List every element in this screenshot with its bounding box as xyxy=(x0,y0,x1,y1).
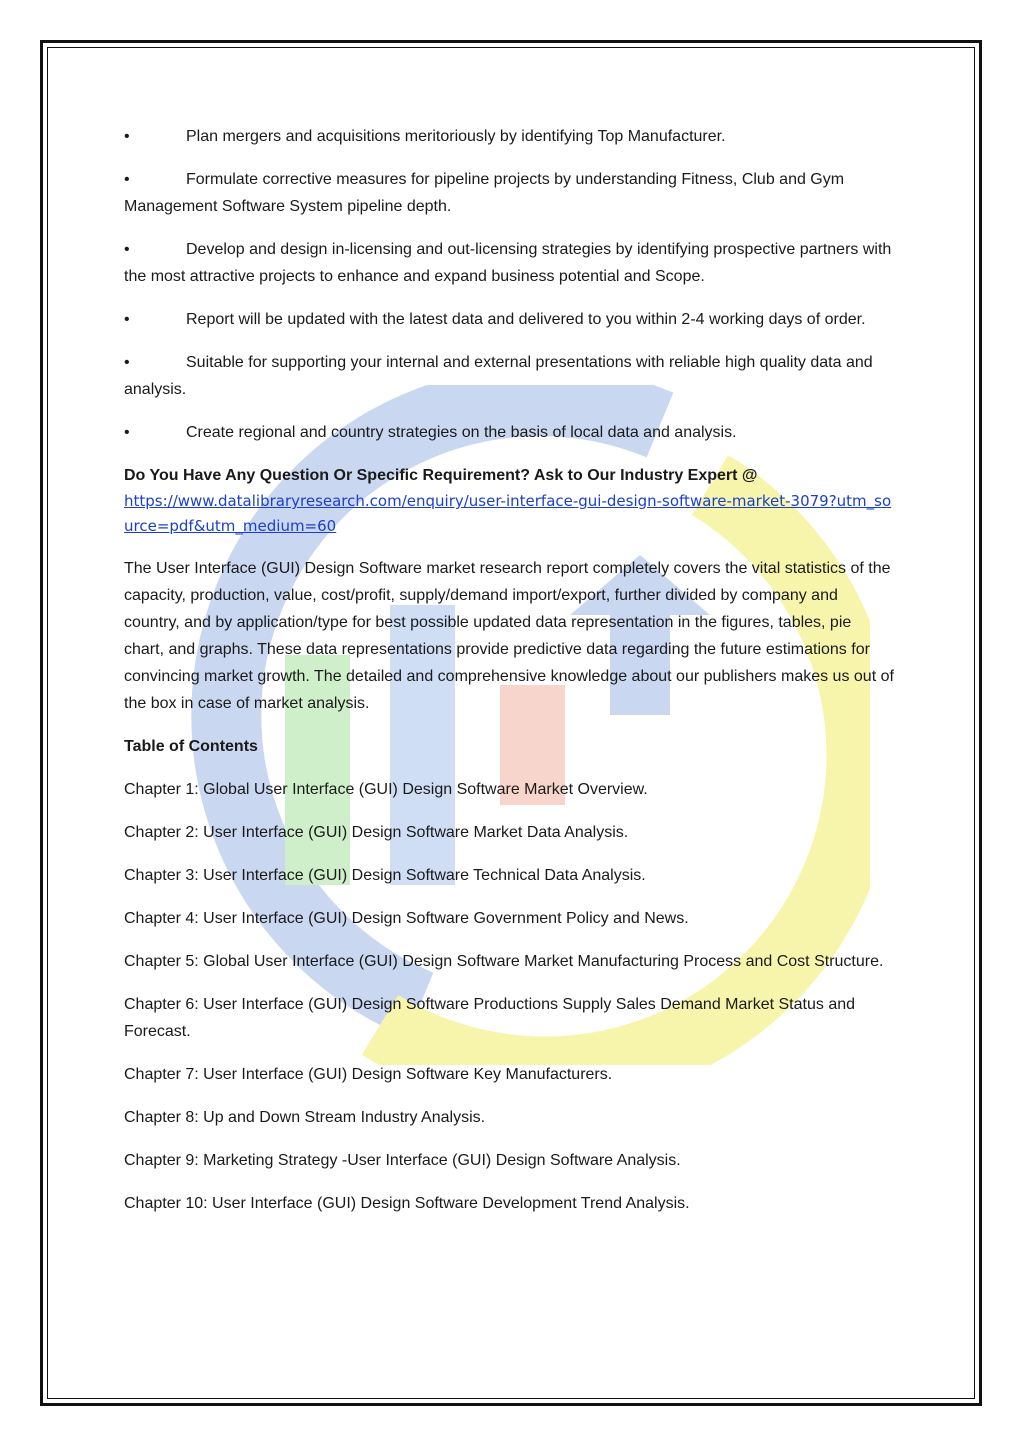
toc-chapter: Chapter 6: User Interface (GUI) Design Software Productions Supply Sales Demand Market Status and Forecast. xyxy=(124,996,856,1040)
toc-chapter: Chapter 7: User Interface (GUI) Design Software Key Manufacturers. xyxy=(124,1066,613,1083)
bullet-symbol: • xyxy=(124,171,130,188)
bullet-item xyxy=(124,419,894,446)
bullet-symbol: • xyxy=(124,354,130,371)
bullet-item xyxy=(124,236,894,290)
bullet-item xyxy=(124,306,894,333)
bullet-text: Suitable for supporting your internal and external presentations with reliable high quality data and analysis. xyxy=(124,354,873,398)
bullet-item xyxy=(124,123,894,150)
document-content xyxy=(124,123,894,1233)
toc-title: Table of Contents xyxy=(124,738,258,755)
bullet-item xyxy=(124,166,894,220)
bullet-text: Formulate corrective measures for pipeline projects by understanding Fitness, Club and Gym Management Software System pipeline depth. xyxy=(124,171,845,215)
toc-chapter: Chapter 5: Global User Interface (GUI) Design Software Market Manufacturing Process and Cost Structure. xyxy=(124,953,884,970)
bullet-symbol: • xyxy=(124,424,130,441)
ask-expert-heading: Do You Have Any Question Or Specific Requirement? Ask to Our Industry Expert @ xyxy=(124,467,758,484)
bullet-symbol: • xyxy=(124,128,130,145)
toc-chapter: Chapter 9: Marketing Strategy -User Interface (GUI) Design Software Analysis. xyxy=(124,1152,681,1169)
bullet-text: Plan mergers and acquisitions meritoriously by identifying Top Manufacturer. xyxy=(186,128,726,145)
toc-chapter: Chapter 8: Up and Down Stream Industry Analysis. xyxy=(124,1109,486,1126)
bullet-text: Create regional and country strategies on the basis of local data and analysis. xyxy=(186,424,737,441)
toc-chapter: Chapter 3: User Interface (GUI) Design Software Technical Data Analysis. xyxy=(124,867,646,884)
toc-chapter: Chapter 1: Global User Interface (GUI) Design Software Market Overview. xyxy=(124,781,648,798)
enquiry-link[interactable]: https://www.datalibraryresearch.com/enquiry/user-interface-gui-design-software-market-3079?utm_source=pdf&utm_medium=60 xyxy=(124,492,892,535)
bullet-text: Develop and design in-licensing and out-licensing strategies by identifying prospective partners with the most attractive projects to enhance and expand business potential and Scope. xyxy=(124,241,892,285)
bullet-symbol: • xyxy=(124,311,130,328)
toc-chapter: Chapter 10: User Interface (GUI) Design Software Development Trend Analysis. xyxy=(124,1195,690,1212)
bullet-symbol: • xyxy=(124,241,130,258)
toc-chapter: Chapter 4: User Interface (GUI) Design Software Government Policy and News. xyxy=(124,910,689,927)
bullet-item xyxy=(124,349,894,403)
toc-chapter: Chapter 2: User Interface (GUI) Design Software Market Data Analysis. xyxy=(124,824,629,841)
description-paragraph: The User Interface (GUI) Design Software market research report completely covers the vital statistics of the capacity, production, value, cost/profit, supply/demand import/export, further divided by company and country, and by application/type for best possible updated data representation in the figures, tables, pie chart, and graphs. These data representations provide predictive data regarding the future estimations for convincing market growth. The detailed and comprehensive knowledge about our publishers makes us out of the box in case of market analysis. xyxy=(124,560,894,712)
bullet-text: Report will be updated with the latest data and delivered to you within 2-4 working days of order. xyxy=(186,311,866,328)
